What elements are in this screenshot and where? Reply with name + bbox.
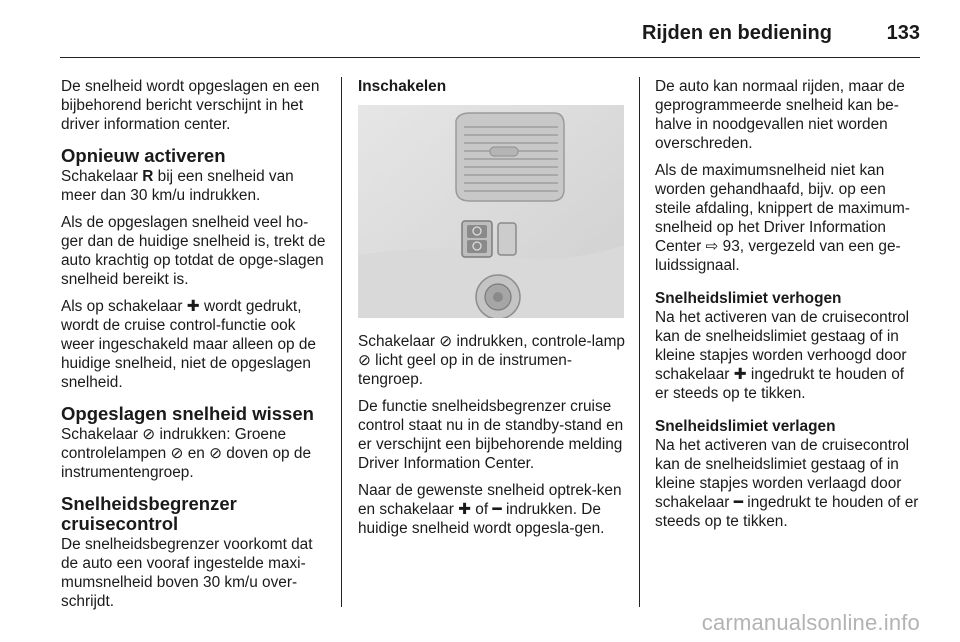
limiter-switch-icon: ⊘ — [439, 333, 453, 350]
text-run: doven op de instrumentengroep. — [61, 445, 311, 481]
text-run: wordt gedrukt, wordt de cruise control-functie ook weer ingeschakeld maar alleen op de huidige snelheid, niet de opgeslagen snelheid. — [61, 298, 316, 391]
cruise-off-icon: ⊘ — [142, 426, 156, 443]
max-speed-paragraph — [655, 161, 921, 275]
text-run: bij een snelheid van meer dan 30 km/u indrukken. — [61, 168, 294, 204]
lower-limit-paragraph — [655, 436, 921, 531]
column-2 — [358, 77, 626, 546]
column-divider — [639, 77, 640, 607]
lower-limit-heading: Snelheidslimiet verlagen — [655, 418, 836, 435]
raise-limit-heading: Snelheidslimiet verhogen — [655, 290, 842, 307]
page-number: 133 — [886, 22, 920, 44]
normal-driving-paragraph: De auto kan normaal rijden, maar de geprogrammeerde snelheid kan be-halve in noodgevallen niet worden overschreden. — [655, 78, 905, 152]
text-run: ingedrukt te houden of er steeds op te tikken. — [655, 494, 919, 530]
intro-paragraph: De snelheid wordt opgeslagen en een bijbehorend bericht verschijnt in het driver information center. — [61, 78, 320, 133]
reactivate-heading: Opnieuw activeren — [61, 145, 226, 166]
text-run: licht geel op in de instrumen-tengroep. — [358, 352, 572, 388]
text-run: Na het activeren van de cruisecontrol kan de snelheidslimiet gestaag of in kleine stapjes worden verhoogd door schakelaar — [655, 309, 910, 383]
text-run: ingedrukt te houden of er steeds op te tikken. — [655, 366, 905, 402]
cruise-lamp-icon: ⊘ — [209, 445, 222, 462]
text-run: indrukken. De huidige snelheid wordt opgesla-gen. — [358, 501, 605, 537]
clear-paragraph — [61, 425, 327, 482]
text-run: Na het activeren van de cruisecontrol kan de snelheidslimiet gestaag of in kleine stapjes worden verlaagd door schakelaar — [655, 437, 910, 511]
clear-heading: Opgeslagen snelheid wissen — [61, 403, 314, 424]
enable-paragraph-1 — [358, 332, 626, 389]
minus-icon: ━ — [492, 501, 502, 518]
adjacent-switch — [498, 223, 516, 255]
text-run: Als de maximumsnelheid niet kan worden gehandhaafd, bijv. op een steile afdaling, knippert de maximum-snelheid op het Driver Information Center — [655, 162, 910, 255]
reactivate-paragraph-1 — [61, 167, 327, 205]
text-run: Naar de gewenste snelheid optrek-ken en schakelaar — [358, 482, 622, 518]
text-run: indrukken, controle-lamp — [452, 333, 625, 350]
page-reference-arrow-icon[interactable]: ⇨ — [705, 238, 719, 255]
enable-paragraph-3 — [358, 481, 626, 538]
text-run: Schakelaar — [61, 168, 143, 185]
reactivate-paragraph-2: Als de opgeslagen snelheid veel ho-ger dan de huidige snelheid is, trekt de auto krachtig op totdat de opge-slagen snelheid bereikt is. — [61, 214, 326, 288]
text-run: Als op schakelaar — [61, 298, 187, 315]
page-header — [60, 0, 920, 58]
cruise-limiter-switch — [462, 221, 492, 257]
limiter-heading: Snelheidsbegrenzer cruisecontrol — [61, 493, 237, 534]
plus-icon: ✚ — [733, 366, 747, 383]
limiter-paragraph: De snelheidsbegrenzer voorkomt dat de auto een vooraf ingestelde maxi-mumsnelheid boven 30 km/u over-schrijdt. — [61, 536, 313, 610]
r-switch-icon: R — [142, 168, 154, 185]
limiter-lamp-icon: ⊘ — [170, 445, 184, 462]
text-run: 93, vergezeld van een ge-luidssignaal. — [655, 238, 901, 274]
text-run: Schakelaar — [358, 333, 440, 350]
air-vent — [456, 113, 564, 201]
text-run: indrukken: Groene controlelampen — [61, 426, 287, 462]
column-divider — [341, 77, 342, 607]
site-watermark: carmanualsonline.info — [701, 610, 920, 635]
power-outlet — [476, 275, 520, 318]
plus-icon: ✚ — [186, 298, 200, 315]
enable-paragraph-2: De functie snelheidsbegrenzer cruise control staat nu in de standby-stand en er verschijnt een bijbehorende melding Driver Information Center. — [358, 398, 624, 472]
limiter-lamp-icon: ⊘ — [358, 352, 371, 369]
text-run: Schakelaar — [61, 426, 143, 443]
plus-icon: ✚ — [458, 501, 472, 518]
dashboard-switch-illustration — [358, 105, 624, 318]
text-run: en — [183, 445, 210, 462]
reactivate-paragraph-3 — [61, 297, 327, 392]
column-3 — [655, 77, 921, 539]
raise-limit-paragraph — [655, 308, 921, 403]
section-title: Rijden en bediening — [641, 22, 832, 44]
column-1 — [61, 77, 327, 619]
enable-heading: Inschakelen — [358, 78, 447, 95]
text-run: of — [471, 501, 493, 518]
minus-icon: ━ — [733, 494, 743, 511]
